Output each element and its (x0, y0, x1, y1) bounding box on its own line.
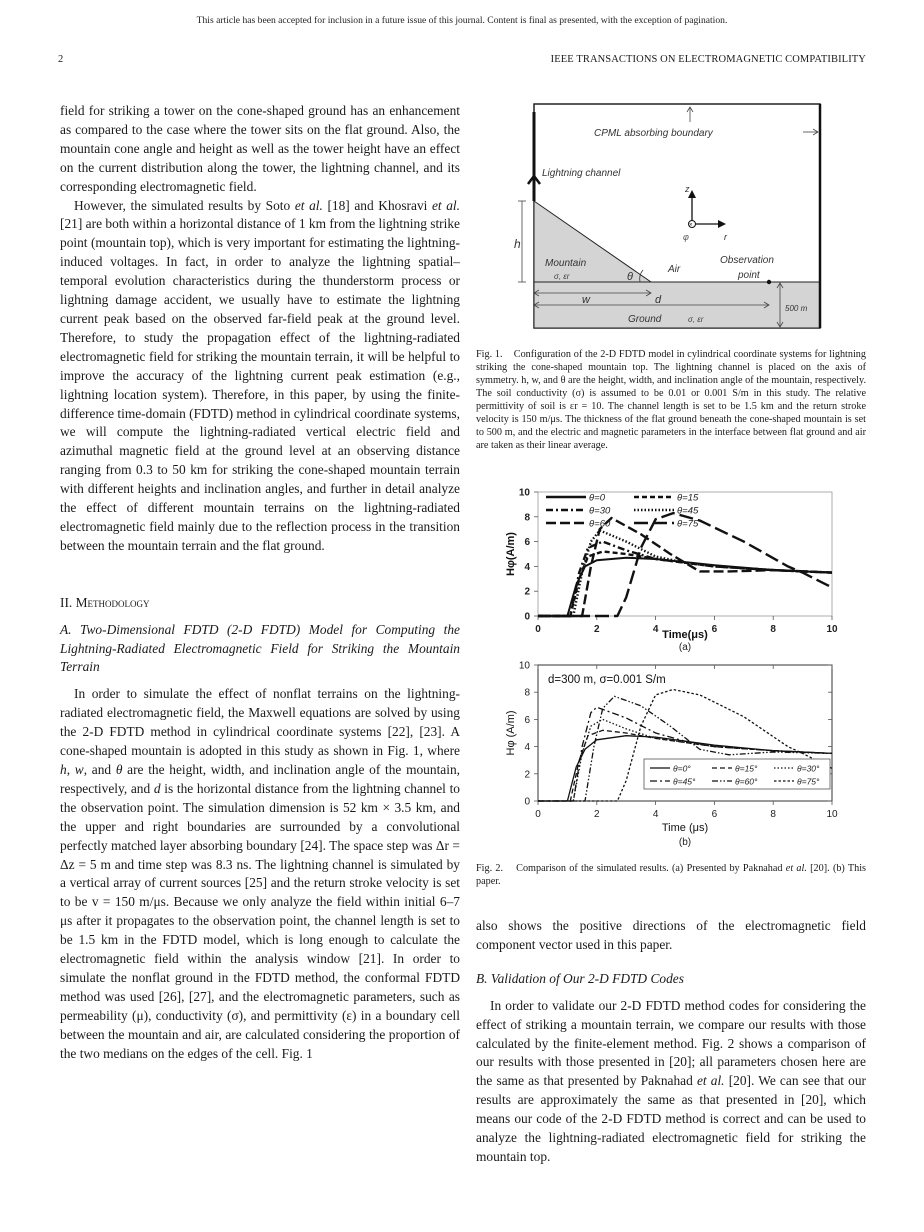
svg-text:Observation: Observation (720, 255, 774, 266)
svg-text:(b): (b) (678, 837, 692, 848)
svg-text:10: 10 (826, 624, 838, 635)
lightning-channel-label: Lightning channel (542, 168, 621, 179)
paragraph: In order to validate our 2-D FDTD method codes for considering the effect of striking a mountain terrain, we compare our results with those calculated by the finite-element method. Fig. 2 shows a comparison of our results with those presented in [20]; all parameters chosen here are the same as that presented by Paknahad et al. [20]. We can see that our results are approximately the same as that presented in [20], which means our code of the 2-D FDTD method is correct and can be used to analyze the lightning-radiated electromagnetic field for striking the mountain top. (476, 997, 867, 1164)
paragraph: also shows the positive directions of the electromagnetic field component vector used in this paper. (476, 918, 866, 952)
svg-text:Hφ(A/m): Hφ(A/m) (505, 532, 517, 576)
right-column (476, 917, 866, 1167)
svg-text:θ=30°: θ=30° (797, 763, 820, 774)
svg-text:8: 8 (770, 624, 776, 635)
svg-text:4: 4 (652, 624, 659, 635)
svg-text:θ=45°: θ=45° (673, 776, 696, 787)
cpml-label: CPML absorbing boundary (594, 128, 713, 139)
svg-text:Hφ (A/m): Hφ (A/m) (505, 710, 517, 756)
svg-text:2: 2 (594, 809, 600, 820)
svg-text:2: 2 (524, 586, 530, 598)
acceptance-notice: This article has been accepted for inclusion in a future issue of this journal. Content is final as presented, with the exception of pagination. (196, 15, 728, 26)
svg-text:θ=60: θ=60 (589, 518, 611, 530)
svg-text:8: 8 (524, 687, 530, 699)
figure-1-diagram (514, 100, 868, 332)
svg-text:Mountain: Mountain (545, 258, 587, 269)
svg-text:θ=75°: θ=75° (797, 776, 820, 787)
svg-text:h: h (514, 237, 521, 251)
svg-text:θ=60°: θ=60° (735, 776, 758, 787)
svg-text:6: 6 (711, 809, 718, 820)
paragraph: However, the simulated results by Soto et al. [18] and Khosravi et al. [21] are both within a horizontal distance of 1 km from the lightning strike point (mountain top), which is very important for estimating the lightning-induced voltages. In fact, in order to analyze the lightning spatial–temporal evolution characteristics during the thunderstorm process or lightning damage accident, we usually have to estimate the lightning current peak based on the observed far-field peak at the ground level. Therefore, to study the propagation effect of the lightning-radiated electromagnetic field for striking the mountain terrain, it will be helpful to improve the accuracy of the lightning current peak estimation (e.g., lightning location system). Therefore, in this paper, by using the finite-difference time-domain (FDTD) method in cylindrical coordinate systems, we will compute the lightning-radiated vertical electric field and azimuthal magnetic field at the ground level at an observing distance ranging from 0.3 to 50 km for striking the cone-shaped mountain terrain with different heights and inclination angles, and further in detail analyze the effect of different mountain terrains on the lightning-radiated electromagnetic field mainly due to the reflection process in the transition between the mountain terrain and the flat ground. (60, 197, 460, 553)
svg-text:×: × (689, 222, 693, 229)
svg-text:Ground: Ground (628, 314, 662, 325)
figure-2b-chart (500, 657, 850, 849)
svg-text:6: 6 (524, 714, 530, 726)
svg-text:θ=75: θ=75 (677, 518, 699, 530)
paragraph: In order to simulate the effect of nonflat terrains on the lightning-radiated electromagnetic field, the Maxwell equations are solved by using the 2-D FDTD method in cylindrical coordinate systems [22], [23]. A cone-shaped mountain is adopted in this study as shown in Fig. 1, where h, w, and θ are the height, width, and inclination angle of the mountain, respectively, and d is the horizontal distance from the lightning channel to the observation point. The simulation dimension is 52 km × 3.5 km, and the upper and right boundaries are surrounded by a convolutional perfectly matched layer absorbing boundary [24]. The space step was Δr = Δz = 5 m and time step was 8.3 ns. The lightning channel is simulated by a vertical array of current sources [25] and the return stroke velocity is set to be v = 150 m/μs. Because we only analyze the field within initial 6–7 μs after it propagates to the observation point, the channel length is set to be 1.5 km in the FDTD model, which is long enough to calculate the electromagnetic field within the analysis window [21]. In order to simulate the nonflat ground in the FDTD method, the conformal FDTD method was used [26], [27], and the electromagnetic parameters, such as permeability (μ), conductivity (σ), and permittivity (ε) in a boundary cell between the mountain and air, are calculated considering the proportion of the two medians on the edges of the cell. Fig. 1 (60, 686, 460, 1061)
svg-text:10: 10 (826, 809, 838, 820)
svg-text:σ, εr: σ, εr (554, 272, 570, 281)
svg-text:r: r (724, 232, 727, 242)
svg-text:σ, εr: σ, εr (688, 315, 704, 324)
subsection-heading: B. Validation of Our 2-D FDTD Codes (476, 970, 684, 986)
svg-text:d: d (655, 294, 662, 306)
svg-text:point: point (738, 270, 760, 281)
left-column (60, 102, 460, 1064)
svg-text:Air: Air (668, 264, 681, 275)
svg-text:θ=15°: θ=15° (735, 763, 758, 774)
svg-text:10: 10 (518, 660, 530, 672)
svg-text:θ=0°: θ=0° (673, 763, 691, 774)
svg-text:10: 10 (518, 487, 530, 499)
svg-text:8: 8 (770, 809, 776, 820)
subsection-heading: A. Two-Dimensional FDTD (2-D FDTD) Model for Computing the Lightning-Radiated Electromagnetic Field for Striking the Mountain Terrain (60, 621, 460, 675)
svg-text:0: 0 (524, 611, 530, 623)
svg-text:Time(μs): Time(μs) (662, 629, 708, 641)
svg-text:d=300 m, σ=0.001 S/m: d=300 m, σ=0.001 S/m (548, 674, 666, 686)
figure-2-caption: Fig. 2. Comparison of the simulated results. (a) Presented by Paknahad et al. [20]. (b) This paper. (476, 863, 867, 887)
svg-text:4: 4 (524, 742, 530, 754)
svg-text:0: 0 (524, 796, 530, 808)
paragraph: field for striking a tower on the cone-shaped ground has an enhancement as compared to the case where the tower sits on the flat ground. Also, the mountain cone angle and height as well as the tower height have an effect on the current distribution along the tower, the lightning channel, and its corresponding electromagnetic field. (60, 103, 460, 194)
svg-text:0: 0 (535, 809, 541, 820)
svg-text:2: 2 (594, 624, 600, 635)
figure-1-caption: Fig. 1. Configuration of the 2-D FDTD model in cylindrical coordinate systems for lightning striking the cone-shaped mountain top. The lightning channel is placed on the axis of symmetry. h, w, and θ are the height, width, and inclination angle of the mountain, respectively. The soil conductivity (σ) is assumed to be 0.01 or 0.001 S/m in this study. The relative permittivity of soil is εr = 10. The channel length is set to be 1.5 km and the return stroke velocity is 150 m/μs. The thickness of the flat ground beneath the cone-shaped mountain is set to 500 m, and the electric and magnetic parameters in the interface between flat ground and air are taken as their linear average. (476, 349, 866, 451)
svg-text:8: 8 (524, 512, 530, 524)
svg-text:0: 0 (535, 624, 541, 635)
svg-text:500 m: 500 m (785, 304, 808, 313)
svg-text:4: 4 (524, 561, 530, 573)
svg-text:θ=15: θ=15 (677, 492, 699, 504)
svg-text:(a): (a) (678, 642, 692, 653)
svg-text:4: 4 (652, 809, 659, 820)
svg-text:6: 6 (711, 624, 718, 635)
svg-text:w: w (582, 294, 590, 306)
svg-text:θ=30: θ=30 (589, 505, 611, 517)
svg-text:θ: θ (627, 271, 633, 283)
svg-text:2: 2 (524, 769, 530, 781)
svg-text:Time (μs): Time (μs) (661, 822, 709, 834)
svg-text:φ: φ (683, 232, 689, 242)
section-heading: II. Methodology (60, 594, 150, 610)
svg-text:z: z (685, 184, 690, 194)
page-number: 2 (58, 54, 64, 65)
svg-text:θ=0: θ=0 (589, 492, 605, 504)
journal-title: IEEE TRANSACTIONS ON ELECTROMAGNETIC COMPATIBILITY (550, 54, 866, 65)
figure-2a-chart (500, 484, 850, 656)
svg-text:6: 6 (524, 537, 530, 549)
svg-text:θ=45: θ=45 (677, 505, 699, 517)
